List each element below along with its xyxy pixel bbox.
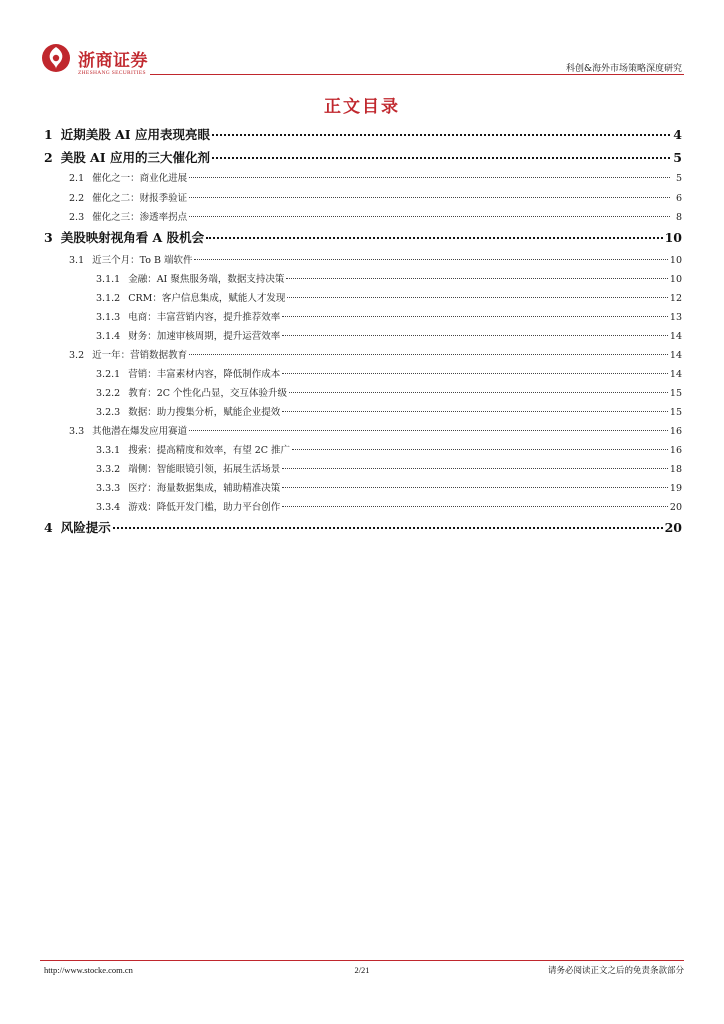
- toc-number: 3: [44, 230, 53, 245]
- toc-subsubsection[interactable]: [96, 404, 682, 418]
- toc-leader-dots: [292, 449, 668, 450]
- toc-leader-dots: [282, 487, 668, 488]
- toc-leader-dots: [282, 506, 668, 507]
- toc-section[interactable]: [44, 148, 682, 166]
- toc-number: 3.1: [69, 255, 85, 266]
- toc-page-number: 18: [669, 464, 682, 475]
- toc-page-number: 15: [669, 407, 682, 418]
- page-header: [40, 40, 684, 80]
- toc-entry-title: 催化之三：渗透率拐点: [92, 212, 188, 223]
- toc-page-number: 19: [669, 483, 682, 494]
- toc-leader-dots: [189, 197, 670, 198]
- toc-leader-dots: [194, 259, 667, 260]
- toc-title: 正文目录: [324, 97, 400, 117]
- toc-entry-title: 搜索：提高精度和效率，有望 2C 推广: [128, 445, 291, 456]
- toc-number: 3.3.3: [96, 483, 121, 494]
- toc-number: 2.1: [69, 173, 85, 184]
- toc-page-number: 10: [669, 274, 682, 285]
- toc-subsubsection[interactable]: [96, 499, 682, 513]
- toc-entry-title: 数据：助力搜集分析，赋能企业提效: [128, 407, 281, 418]
- toc-number: 3.2.1: [96, 369, 121, 380]
- toc-entry-title: 教育：2C 个性化凸显，交互体验升级: [128, 388, 288, 399]
- toc-entry-title: CRM：客户信息集成，赋能人才发现: [128, 293, 286, 304]
- toc-subsubsection[interactable]: [96, 480, 682, 494]
- toc-entry-title: 美股映射视角看 A 股机会: [60, 230, 205, 245]
- toc-section[interactable]: [44, 518, 682, 536]
- toc-number: 2.3: [69, 212, 85, 223]
- toc-number: 3.2.2: [96, 388, 121, 399]
- toc-entry-title: 电商：丰富营销内容，提升推荐效率: [128, 312, 281, 323]
- toc-page-number: 8: [675, 212, 682, 223]
- toc-page-number: 5: [673, 150, 682, 165]
- toc-page-number: 5: [675, 173, 682, 184]
- toc-subsection[interactable]: [69, 252, 682, 266]
- disclaimer-note: 请务必阅读正文之后的免责条款部分: [547, 966, 684, 976]
- zheshang-logo-icon: [40, 42, 72, 74]
- toc-entry-title: 医疗：海量数据集成，辅助精准决策: [128, 483, 281, 494]
- toc-leader-dots: [287, 297, 668, 298]
- toc-page-number: 16: [669, 426, 682, 437]
- toc-number: 3.2: [69, 350, 85, 361]
- toc-subsubsection[interactable]: [96, 309, 682, 323]
- toc-leader-dots: [189, 177, 670, 178]
- toc-subsection[interactable]: [69, 170, 682, 184]
- toc-leader-dots: [189, 354, 668, 355]
- toc-entry-title: 风险提示: [60, 520, 111, 535]
- company-logo: [40, 42, 160, 78]
- toc-subsection[interactable]: [69, 347, 682, 361]
- footer-divider: [40, 960, 684, 961]
- toc-leader-dots: [282, 335, 668, 336]
- toc-page-number: 16: [669, 445, 682, 456]
- toc-section[interactable]: [44, 228, 682, 246]
- toc-leader-dots: [282, 316, 668, 317]
- toc-leader-dots: [212, 134, 670, 136]
- toc-number: 3.1.1: [96, 274, 121, 285]
- toc-page-number: 20: [669, 502, 682, 513]
- report-type: 科创&海外市场策略深度研究: [565, 64, 682, 74]
- toc-subsubsection[interactable]: [96, 461, 682, 475]
- toc-leader-dots: [282, 411, 668, 412]
- toc-leader-dots: [189, 216, 670, 217]
- toc-leader-dots: [189, 430, 668, 431]
- toc-page-number: 6: [675, 193, 682, 204]
- toc-number: 3.3.1: [96, 445, 121, 456]
- toc-number: 3.3.2: [96, 464, 121, 475]
- toc-subsection[interactable]: [69, 190, 682, 204]
- toc-entry-title: 金融：AI 聚焦服务端，数据支持决策: [128, 274, 285, 285]
- footer-url[interactable]: http://www.stocke.com.cn: [44, 965, 133, 975]
- toc-page-number: 20: [664, 520, 682, 535]
- toc-entry-title: 美股 AI 应用的三大催化剂: [60, 150, 210, 165]
- toc-entry-title: 催化之一：商业化进展: [92, 173, 188, 184]
- toc-leader-dots: [212, 157, 670, 159]
- toc-page-number: 10: [664, 230, 682, 245]
- toc-page-number: 12: [669, 293, 682, 304]
- toc-entry-title: 营销：丰富素材内容，降低制作成本: [128, 369, 281, 380]
- toc-subsubsection[interactable]: [96, 271, 682, 285]
- toc-entry-title: 端侧：智能眼镜引领，拓展生活场景: [128, 464, 281, 475]
- company-name-en: ZHESHANG SECURITIES: [78, 70, 146, 76]
- toc-page-number: 10: [669, 255, 682, 266]
- toc-number: 3.1.3: [96, 312, 121, 323]
- toc-page-number: 4: [673, 127, 682, 142]
- toc-page-number: 14: [669, 331, 682, 342]
- toc-subsection[interactable]: [69, 423, 682, 437]
- toc-entry-title: 近一年：营销数据教育: [92, 350, 188, 361]
- toc-number: 3.2.3: [96, 407, 121, 418]
- header-divider: [150, 74, 684, 75]
- toc-leader-dots: [289, 392, 668, 393]
- toc-number: 4: [44, 520, 53, 535]
- toc-entry-title: 近三个月：To B 端软件: [92, 255, 193, 266]
- company-name: 浙商证券: [78, 51, 148, 71]
- toc-entry-title: 近期美股 AI 应用表现亮眼: [60, 127, 210, 142]
- toc-leader-dots: [206, 237, 662, 239]
- page-number: 2/21: [354, 965, 370, 975]
- toc-subsubsection[interactable]: [96, 366, 682, 380]
- toc-number: 3.1.2: [96, 293, 121, 304]
- toc-subsubsection[interactable]: [96, 442, 682, 456]
- toc-section[interactable]: [44, 125, 682, 143]
- toc-entry-title: 游戏：降低开发门槛，助力平台创作: [128, 502, 281, 513]
- toc-number: 2: [44, 150, 53, 165]
- toc-number: 1: [44, 127, 53, 142]
- toc-page-number: 14: [669, 369, 682, 380]
- toc-number: 2.2: [69, 193, 85, 204]
- toc-number: 3.3.4: [96, 502, 121, 513]
- toc-subsubsection[interactable]: [96, 290, 682, 304]
- toc-subsection[interactable]: [69, 209, 682, 223]
- toc-page-number: 13: [669, 312, 682, 323]
- toc-entry-title: 财务：加速审核周期，提升运营效率: [128, 331, 281, 342]
- toc-leader-dots: [282, 468, 668, 469]
- toc-page-number: 15: [669, 388, 682, 399]
- toc-entry-title: 其他潜在爆发应用赛道: [92, 426, 188, 437]
- toc-number: 3.1.4: [96, 331, 121, 342]
- toc-subsubsection[interactable]: [96, 385, 682, 399]
- toc-leader-dots: [113, 527, 663, 529]
- toc-entry-title: 催化之二：财报季验证: [92, 193, 188, 204]
- toc-leader-dots: [282, 373, 668, 374]
- toc-number: 3.3: [69, 426, 85, 437]
- toc-subsubsection[interactable]: [96, 328, 682, 342]
- toc-page-number: 14: [669, 350, 682, 361]
- toc-leader-dots: [286, 278, 668, 279]
